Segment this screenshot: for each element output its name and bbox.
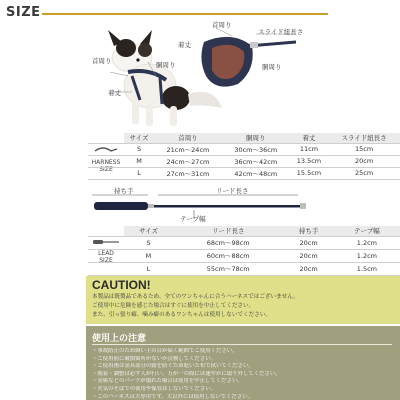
table-header-row (88, 133, 400, 143)
table-cell: S (124, 143, 154, 155)
table-row (88, 143, 400, 155)
col-header: サイズ (124, 226, 173, 236)
col-header: テープ幅 (334, 226, 400, 236)
harness-size-table (88, 133, 400, 180)
notes-divider (92, 344, 392, 345)
table-cell: 55cm〜78cm (173, 262, 284, 275)
harness-chest-label: 胴周り (262, 63, 282, 71)
usage-notes-box (86, 326, 400, 400)
notes-list (92, 348, 397, 400)
harness-size-label: HARNESS SIZE (88, 143, 124, 179)
table-cell: 27cm〜31cm (154, 167, 222, 179)
table-cell: 1.2cm (334, 236, 400, 249)
harness-length-label: 着丈 (178, 41, 191, 49)
list-item: ・金属などのパーツが壊れた場合は使用を中止してください。 (92, 378, 243, 385)
table-cell: 20cm (283, 249, 333, 262)
table-row (88, 262, 400, 275)
table-cell: 20cm (283, 236, 333, 249)
dog-neck-label: 首周り (92, 57, 112, 65)
col-header: サイズ (124, 133, 154, 143)
table-cell: 13.5cm (290, 155, 329, 167)
table-cell: M (124, 249, 173, 262)
table-cell: 1.5cm (334, 262, 400, 275)
table-row (88, 155, 400, 167)
table-cell: 11cm (290, 143, 329, 155)
lead-size-table (88, 226, 400, 276)
table-row (88, 236, 400, 249)
table-cell: 60cm〜88cm (173, 249, 284, 262)
table-cell: 25cm (328, 167, 400, 179)
table-cell: S (124, 236, 173, 249)
caution-title: CAUTION! (92, 278, 151, 292)
table-row (88, 249, 400, 262)
col-header: 持ち手 (283, 226, 333, 236)
harness-slide-label: スライド紐長さ (258, 28, 304, 36)
table-cell: 30cm〜36cm (222, 143, 290, 155)
caution-box (86, 276, 400, 324)
list-item: ・ご使用後は金具部分の錆を防ぐため乾いた布で拭いてください。 (92, 363, 254, 370)
lead-diagram (88, 186, 400, 222)
table-cell: 20cm (283, 262, 333, 275)
list-item: ・このハーネスは犬専用です。犬以外には使用しないでください。 (92, 393, 254, 400)
harness-product (201, 28, 296, 87)
notes-title: 使用上の注意 (92, 334, 147, 344)
table-row (88, 167, 400, 179)
list-item: ・事故防止のため飼い主の目が届く範囲でご使用ください。 (92, 348, 238, 354)
table-cell: L (124, 167, 154, 179)
product-photo-area (0, 20, 400, 132)
table-cell: 68cm〜98cm (173, 236, 284, 249)
table-cell: M (124, 155, 154, 167)
table-cell: 21cm〜24cm (154, 143, 222, 155)
table-cell: 1.2cm (334, 249, 400, 262)
dog-chest-label: 胴周り (156, 61, 176, 69)
table-header-row (88, 226, 400, 236)
dog-and-harness-illustration (0, 20, 400, 132)
lead-grip-label: 持ち手 (114, 187, 134, 195)
list-item: ・脱着・調整は必ず人が行い、万が一の際には速やかに取り外してください。 (92, 370, 281, 377)
table-cell: 15.5cm (290, 167, 329, 179)
table-cell: 24cm〜27cm (154, 155, 222, 167)
table-cell: 42cm〜48cm (222, 167, 290, 179)
table-cell: 15cm (328, 143, 400, 155)
dog-length-label: 着丈 (108, 89, 121, 97)
col-header: リード長さ (173, 226, 284, 236)
col-header: 首周り (154, 133, 222, 143)
list-item: ・ご使用前に破損箇所がないか点検してください。 (92, 355, 216, 362)
harness-neck-label: 首周り (212, 21, 232, 29)
table-cell: L (124, 262, 173, 275)
col-header: 着丈 (290, 133, 329, 143)
col-header: 胴周り (222, 133, 290, 143)
table-cell: 20cm (328, 155, 400, 167)
title-underline (42, 13, 328, 15)
page-title: SIZE (6, 5, 41, 20)
tape-width-label: テープ幅 (180, 215, 206, 223)
lead-length-label: リード長さ (216, 187, 249, 195)
caution-text: 本製品は既製品であるため、全てのワンちゃんに合うハーネスではございません。 ご使用中に危険を感じた場合はすぐに使用を中止してください。 また、引っ張り癖、噛み癖のあるワンちゃんは使用しないでください。 (92, 294, 299, 318)
lead-size-label: LEAD SIZE (88, 236, 124, 276)
list-item: ・火気のそばでの使用や保管はしないでください。 (92, 385, 216, 392)
col-header: スライド紐長さ (328, 133, 400, 143)
table-cell: 36cm〜42cm (222, 155, 290, 167)
